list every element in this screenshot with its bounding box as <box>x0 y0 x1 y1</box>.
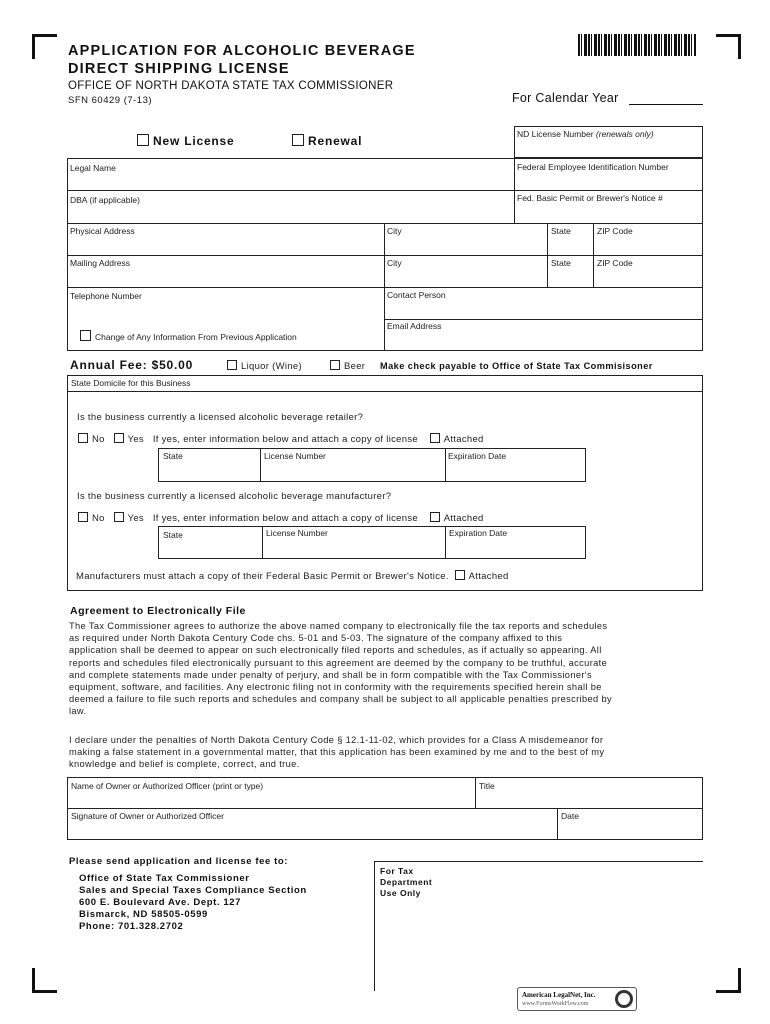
manufacturer-state-field[interactable]: State <box>163 530 183 540</box>
manufacturer-no-label: No <box>92 513 105 524</box>
declaration-line: knowledge and belief is complete, correct, and true. <box>69 759 300 770</box>
grid-line <box>67 287 703 288</box>
new-license-option[interactable] <box>137 134 235 148</box>
beer-label: Beer <box>344 361 366 372</box>
dept-use-left-line <box>374 861 375 991</box>
renewal-label: Renewal <box>308 134 363 148</box>
state-domicile-field[interactable]: State Domicile for this Business <box>71 378 191 388</box>
zip-field-2[interactable]: ZIP Code <box>597 258 633 268</box>
manufacturer-attached-label: Attached <box>443 513 484 524</box>
corner-mark-top-left <box>32 34 57 59</box>
grid-line <box>67 190 703 191</box>
retailer-yes-checkbox[interactable] <box>114 433 124 443</box>
mailing-address-line: Bismarck, ND 58505-0599 <box>79 909 208 920</box>
basic-permit-field[interactable]: Fed. Basic Permit or Brewer's Notice # <box>517 193 663 203</box>
grid-line <box>67 391 703 392</box>
city-field-2[interactable]: City <box>387 258 402 268</box>
mailing-heading: Please send application and license fee to: <box>69 856 289 867</box>
calendar-year-field[interactable] <box>629 104 703 105</box>
office-name: OFFICE OF NORTH DAKOTA STATE TAX COMMISSIONER <box>68 80 394 92</box>
officer-name-field[interactable]: Name of Owner or Authorized Officer (print or type) <box>71 781 264 791</box>
declaration-text <box>69 734 709 771</box>
retailer-if-yes-text: If yes, enter information below and attach a copy of license <box>152 434 418 445</box>
retailer-license-number-field[interactable]: License Number <box>264 451 326 461</box>
physical-address-field[interactable]: Physical Address <box>70 226 135 236</box>
nd-license-number-label: ND License Number (renewals only) <box>517 129 654 139</box>
form-number: SFN 60429 (7-13) <box>68 95 153 106</box>
state-field-1[interactable]: State <box>551 226 571 236</box>
grid-line <box>547 223 548 287</box>
agreement-line: and complete statements made under penalty of perjury, and shall be in form compatible with the Tax Commissioner's <box>69 669 592 680</box>
corner-mark-bottom-left <box>32 968 57 993</box>
payable-note: Make check payable to Office of State Tax Commisisoner <box>380 361 653 371</box>
mailing-address-line: 600 E. Boulevard Ave. Dept. 127 <box>79 897 242 908</box>
state-field-2[interactable]: State <box>551 258 571 268</box>
beer-checkbox[interactable] <box>330 360 340 370</box>
grid-line <box>384 223 385 351</box>
grid-line <box>445 448 446 482</box>
dept-use-line: For Tax <box>380 866 414 876</box>
brand-logo-icon <box>615 990 633 1008</box>
manufacturer-yes-checkbox[interactable] <box>114 512 124 522</box>
manufacturer-no-checkbox[interactable] <box>78 512 88 522</box>
agreement-line: law. <box>69 706 87 717</box>
renewal-option[interactable] <box>292 134 362 148</box>
mailing-address-line: Phone: 701.328.2702 <box>79 921 184 932</box>
manufacturers-note: Manufacturers must attach a copy of their Federal Basic Permit or Brewer's Notice. <box>76 571 449 582</box>
signature-date-field[interactable]: Date <box>561 811 579 821</box>
retailer-question: Is the business currently a licensed alcoholic beverage retailer? <box>77 412 364 423</box>
dept-use-line: Use Only <box>380 888 421 898</box>
legal-name-field[interactable]: Legal Name <box>70 163 116 173</box>
manufacturer-attached-checkbox[interactable] <box>430 512 440 522</box>
email-field[interactable]: Email Address <box>387 321 442 331</box>
agreement-line: as required under North Dakota Century Code chs. 5-01 and 5-03. The signature of the company affixed to this <box>69 633 563 644</box>
grid-line <box>260 448 261 482</box>
city-field-1[interactable]: City <box>387 226 402 236</box>
manufacturer-license-number-field[interactable]: License Number <box>266 528 328 538</box>
grid-line <box>514 158 515 223</box>
retailer-no-checkbox[interactable] <box>78 433 88 443</box>
dept-use-label <box>380 866 432 899</box>
officer-title-field[interactable]: Title <box>479 781 495 791</box>
brand-url: www.FormsWorkFlow.com <box>522 1001 589 1007</box>
corner-mark-top-right <box>716 34 741 59</box>
liquor-checkbox[interactable] <box>227 360 237 370</box>
contact-person-field[interactable]: Contact Person <box>387 290 446 300</box>
annual-fee: Annual Fee: $50.00 <box>70 358 194 372</box>
agreement-heading: Agreement to Electronically File <box>70 605 246 617</box>
manufacturer-yes-label: Yes <box>127 513 144 524</box>
dba-field[interactable]: DBA (if applicable) <box>70 195 140 205</box>
fein-field[interactable]: Federal Employee Identification Number <box>517 162 669 172</box>
manufacturers-note-row <box>76 570 509 582</box>
change-info-option[interactable] <box>80 330 297 342</box>
beer-option[interactable] <box>330 360 365 372</box>
retailer-no-label: No <box>92 434 105 445</box>
grid-line <box>557 808 558 840</box>
mailing-address-line: Sales and Special Taxes Compliance Section <box>79 885 307 896</box>
agreement-line: equipment, software, and facilities. Any electronic filing not in conformity with the requirements specified herein shall be <box>69 682 602 693</box>
form-title-line1: APPLICATION FOR ALCOHOLIC BEVERAGE <box>68 43 416 59</box>
mailing-address-line: Office of State Tax Commissioner <box>79 873 250 884</box>
grid-line <box>475 777 476 808</box>
change-info-label: Change of Any Information From Previous Application <box>95 332 297 342</box>
officer-signature-field[interactable]: Signature of Owner or Authorized Officer <box>71 811 224 821</box>
manufacturers-attached-checkbox[interactable] <box>455 570 465 580</box>
grid-line <box>67 223 703 224</box>
grid-line <box>445 526 446 559</box>
retailer-answer-row <box>78 433 484 445</box>
dept-use-top-line <box>374 861 703 862</box>
mailing-address-field[interactable]: Mailing Address <box>70 258 131 268</box>
liquor-label: Liquor (Wine) <box>241 361 302 372</box>
grid-line <box>384 319 703 320</box>
renewal-checkbox[interactable] <box>292 134 304 146</box>
agreement-line: The Tax Commissioner agrees to authorize the above named company to electronically file the tax reports and schedules <box>69 621 608 631</box>
mailing-address <box>79 873 307 933</box>
retailer-attached-label: Attached <box>443 434 484 445</box>
agreement-line: application shall be deemed to appear on such electronically filed reports and schedules, as if actually so appearing. All <box>69 645 602 656</box>
manufacturer-answer-row <box>78 512 484 524</box>
agreement-line: deemed a failure to file such reports and schedules and company shall be subject to all applicable penalties prescribed by <box>69 694 612 705</box>
manufacturer-question: Is the business currently a licensed alcoholic beverage manufacturer? <box>77 491 392 502</box>
new-license-checkbox[interactable] <box>137 134 149 146</box>
liquor-option[interactable] <box>227 360 302 372</box>
retailer-attached-checkbox[interactable] <box>430 433 440 443</box>
manufacturer-license-table <box>158 526 586 559</box>
manufacturer-expiration-field[interactable]: Expiration Date <box>449 528 508 538</box>
declaration-line: making a false statement in a governmental matter, that this application has been examined by me and to the best of my <box>69 747 605 758</box>
grid-line <box>593 223 594 287</box>
corner-mark-bottom-right <box>716 968 741 993</box>
manufacturers-attached-label: Attached <box>468 571 509 582</box>
brand-name: American LegalNet, Inc. <box>522 991 596 999</box>
manufacturer-if-yes-text: If yes, enter information below and attach a copy of license <box>152 513 418 524</box>
retailer-yes-label: Yes <box>127 434 144 445</box>
calendar-year-label: For Calendar Year <box>512 91 619 105</box>
zip-field-1[interactable]: ZIP Code <box>597 226 633 236</box>
grid-line <box>67 808 703 809</box>
dept-use-line: Department <box>380 877 433 887</box>
grid-line <box>67 255 703 256</box>
change-info-checkbox[interactable] <box>80 330 91 341</box>
retailer-state-field[interactable]: State <box>163 451 183 461</box>
agreement-line: reports and schedules filed electronically pursuant to this agreement are deemed by the company to be truthful, accurate <box>69 657 608 668</box>
declaration-line: I declare under the penalties of North Dakota Century Code § 12.1-11-02, which provides for a Class A misdemeanor for <box>69 735 604 745</box>
retailer-expiration-field[interactable]: Expiration Date <box>448 451 507 461</box>
grid-line <box>262 526 263 559</box>
barcode <box>578 34 696 56</box>
telephone-field[interactable]: Telephone Number <box>70 291 142 301</box>
form-title-line2: DIRECT SHIPPING LICENSE <box>68 61 290 77</box>
new-license-label: New License <box>153 134 235 148</box>
retailer-license-table <box>158 448 586 482</box>
footer-brand <box>517 987 637 1011</box>
agreement-text <box>69 620 709 718</box>
